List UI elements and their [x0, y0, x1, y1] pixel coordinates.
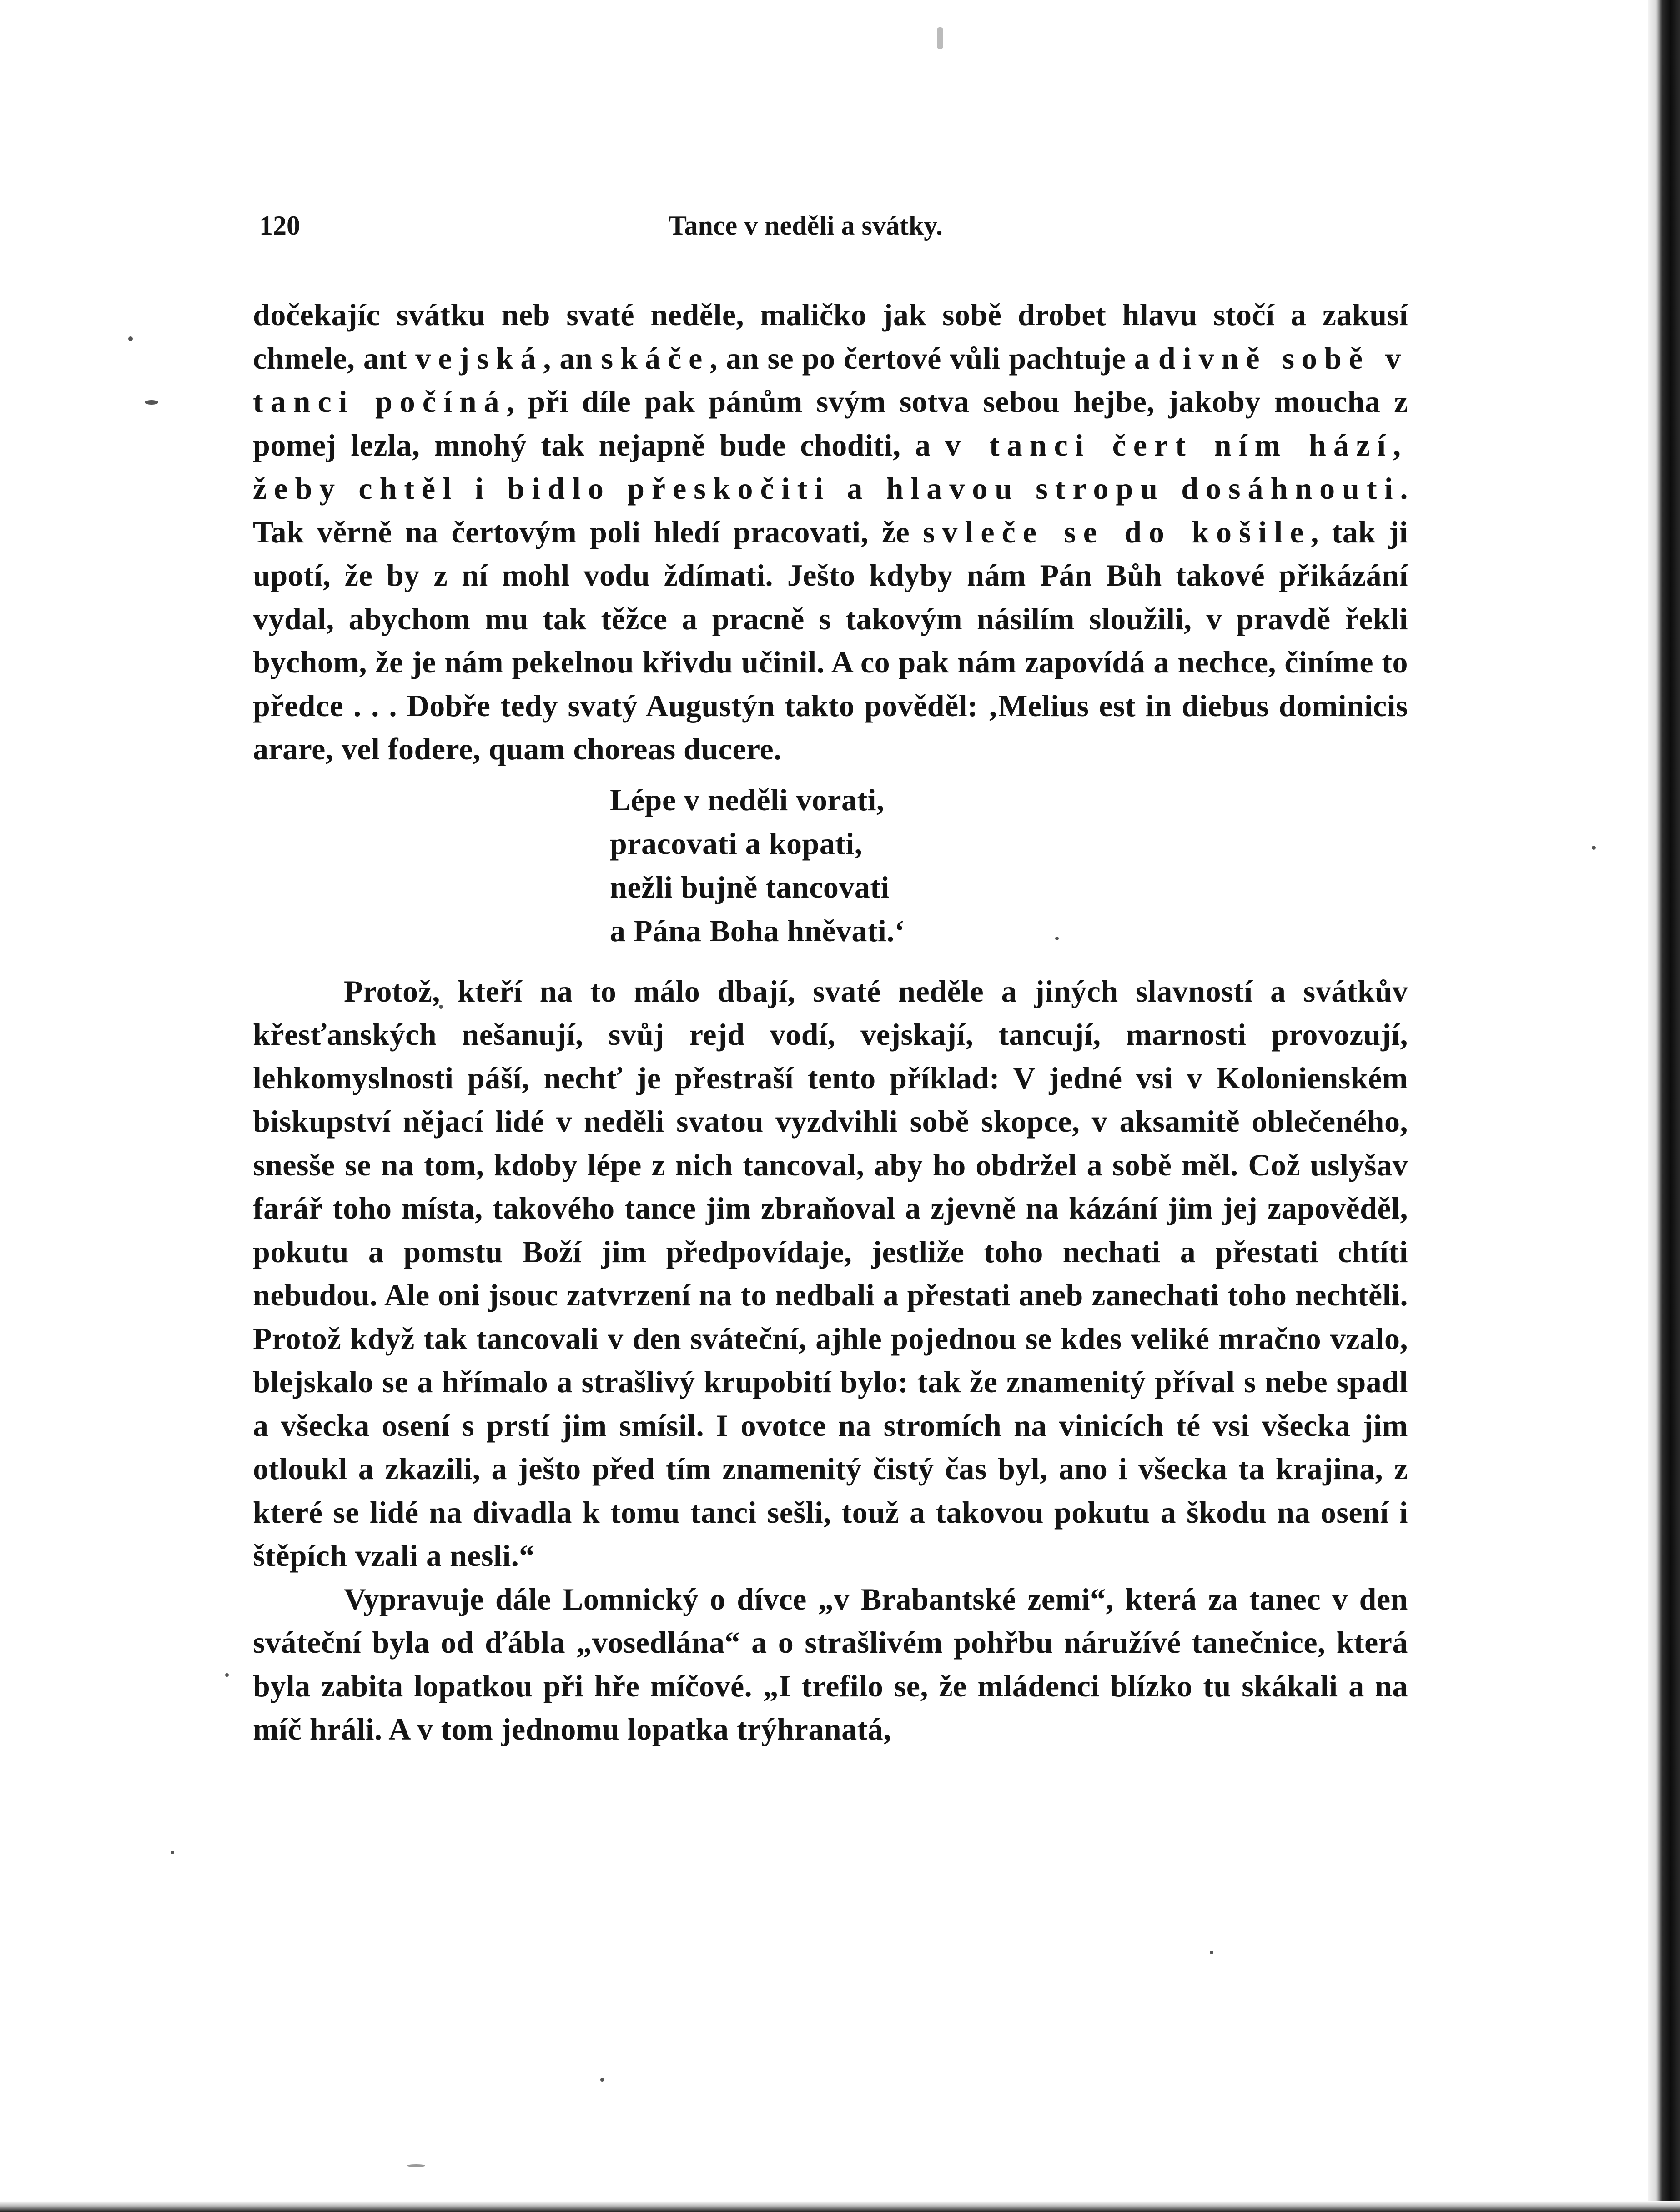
scan-speck [225, 1673, 229, 1677]
text-run: , tak ji upotí, že by z ní mohl vodu ždímati. Ješto kdyby nám Pán Bůh takové přikázání vydal, abychom mu tak těžce a pracně s takovým násilím sloužili, v pravdě řekli bychom, že je nám pekelnou křivdu učinil. A co pak nám zapovídá a nechce, činíme to předce . . . Dobře tedy svatý Augustýn takto pověděl: ‚Melius est in diebus dominicis arare, vel fodere, quam choreas ducere. [253, 514, 1408, 766]
scan-speck [128, 336, 133, 341]
page-header [259, 200, 1410, 250]
spaced-text: divně sobě v tanci počíná [253, 341, 1408, 419]
poem-line: a Pána Boha hněvati.‘ [610, 913, 905, 948]
running-title: Tance v neděli a svátky. [669, 211, 943, 241]
scan-speck [145, 400, 158, 405]
scan-speck [407, 2164, 425, 2167]
poem-line: pracovati a kopati, [610, 826, 863, 861]
page-number: 120 [259, 211, 300, 241]
paragraph-3: Vypravuje dále Lomnický o dívce „v Brabantské zemi“, která za tanec v den sváteční byla od ďábla „vosedlána“ a o strašlivém pohřbu náružívé tanečnice, která byla zabita lopatkou při hře míčové. „I trefilo se, že mládenci blízko tu skákali a na míč hráli. A v tom jednomu lopatka trýhranatá, [253, 1581, 1408, 1746]
body-text [253, 293, 1408, 1751]
text-run: , při díle pak pánům svým sotva sebou hejbe, jakoby moucha z pomej lezla, mnohý tak nejapně bude choditi, a [253, 384, 1408, 462]
text-run: . Tak věrně na čertovým poli hledí pracovati, že [253, 471, 1408, 549]
spaced-text: svleče se do košile [922, 514, 1311, 549]
spaced-text: vejská [415, 341, 543, 376]
scan-speck [600, 2078, 604, 2082]
poem-line: nežli bujně tancovati [610, 869, 890, 904]
poem-quote [610, 778, 1408, 953]
text-run: dočekajíc svátku neb svaté neděle, maličko jak sobě drobet hlavu stočí a zakusí chmele, ant [253, 297, 1408, 376]
scan-bottom-edge [0, 2201, 1680, 2212]
scan-page-edge [1648, 0, 1680, 2212]
scan-speck [171, 1851, 174, 1854]
spaced-text: v tanci čert ním hází, žeby chtěl i bidlo přeskočiti a hlavou stropu dosáhnouti [253, 427, 1408, 506]
scan-speck [1592, 846, 1596, 850]
scan-speck [1210, 1951, 1213, 1954]
poem-line: Lépe v neděli vorati, [610, 782, 885, 817]
paragraph-2: Protož, kteří na to málo dbají, svaté neděle a jiných slavností a svátkův křesťanských nešanují, svůj rejd vodí, vejskají, tancují, marnosti provozují, lehkomyslnosti páší, nechť je přestraší tento příklad: V jedné vsi v Koloniensk​ém biskupství nějací lidé v neděli svatou vyzdvihli sobě skopce, v aksamitě oblečeného, snesše se na tom, kdoby lépe z nich tancoval, aby ho obdržel a sobě měl. Což uslyšav farář toho místa, takového tance jim zbraňoval a zjevně na kázání jim jej zapověděl, pokutu a pomstu Boží jim předpovídaje, jestliže toho nechati a přestati chtíti nebudou. Ale oni jsouc zatvrzení na to nedbali a přestati aneb zanechati toho nechtěli. Protož když tak tancovali v den sváteční, ajhle pojednou se kdes veliké mračno vzalo, blejskalo se a hřímalo a strašlivý krupobití bylo: tak že znamenitý příval s nebe spadl a všecka osení s prstí jim smísil. I ovotce na stromích na vinicích té vsi všecka jim otloukl a zkazili, a ještо před tím znamenitý čistý čas byl, ano i všecka ta krajina, z které se lidé na divadla k tomu tanci sešli, touž a takovou pokutu a škodu na osení i štěpích vzali a nesli.“ [253, 973, 1408, 1573]
text-run: , an se po čertové vůli pachtuje a [709, 341, 1158, 376]
spaced-text: skáče [601, 341, 710, 376]
paragraph-1 [253, 293, 1408, 771]
scan-speck [937, 27, 943, 49]
text-run: , an [543, 341, 601, 376]
